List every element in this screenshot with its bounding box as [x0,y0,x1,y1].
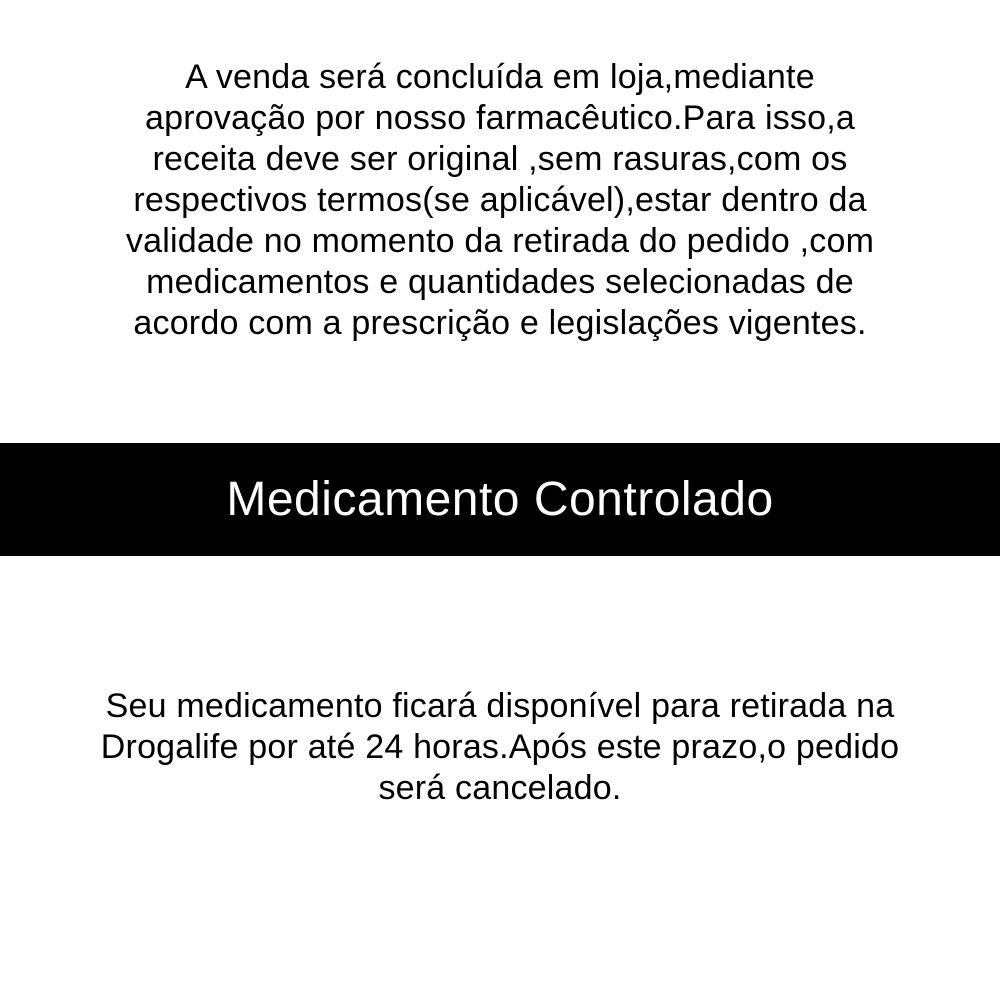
pickup-deadline-line: será cancelado. [378,769,622,807]
sale-conditions-line: aprovação por nosso farmacêutico.Para isso,a [145,99,855,137]
pickup-deadline-notice [0,686,1000,809]
pickup-deadline-line: Drogalife por até 24 horas.Após este prazo,o pedido [100,728,900,766]
sale-conditions-line: receita deve ser original ,sem rasuras,com os [152,140,848,178]
sale-conditions-line: validade no momento da retirada do pedido ,com [125,222,875,260]
pickup-deadline-line: Seu medicamento ficará disponível para retirada na [105,687,895,725]
sale-conditions-line: acordo com a prescrição e legislações vigentes. [133,304,867,342]
controlled-medication-banner-label: Medicamento Controlado [226,473,774,526]
sale-conditions-line: respectivos termos(se aplicável),estar dentro da [133,181,867,219]
sale-conditions-line: A venda será concluída em loja,mediante [185,58,815,96]
sale-conditions-line: medicamentos e quantidades selecionadas de [146,263,854,301]
controlled-medication-banner [0,443,1000,556]
sale-conditions-notice [0,57,1000,344]
